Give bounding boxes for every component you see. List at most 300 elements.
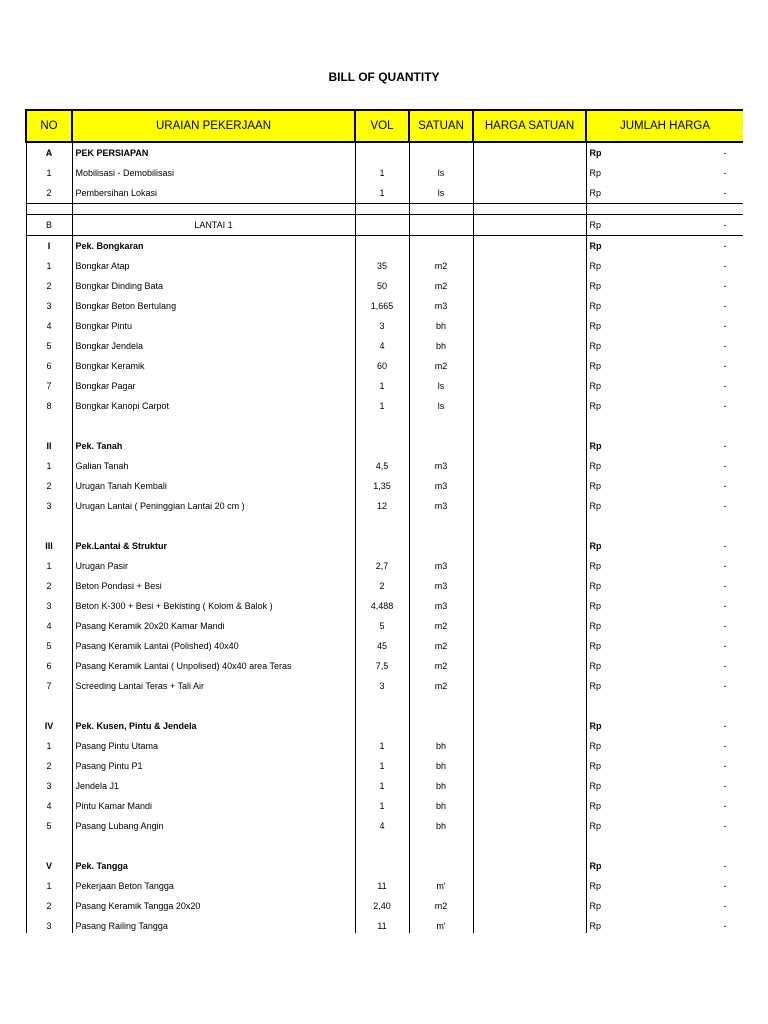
cell-no: 1 [26,876,72,896]
cell-jumlah-harga [586,183,743,204]
cell-jumlah-harga [586,296,743,316]
cell-harga-satuan [473,256,586,276]
boq-table-container [25,109,743,933]
empty-cell [72,836,355,856]
cell-uraian: Bongkar Pintu [72,316,355,336]
jumlah-harga-wrap [590,541,741,551]
jumlah-harga-wrap [590,661,741,671]
amount-value: - [723,168,727,178]
cell-satuan: bh [409,336,473,356]
empty-cell [26,836,72,856]
cell-jumlah-harga [586,356,743,376]
jumlah-harga-wrap [590,641,741,651]
header-no: NO [26,110,72,142]
cell-uraian: Pek. Tangga [72,856,355,876]
cell-jumlah-harga [586,142,743,163]
empty-cell [586,516,743,536]
blank-row [26,836,743,856]
jumlah-harga-wrap [590,901,741,911]
amount-value: - [723,861,727,871]
cell-no: 2 [26,756,72,776]
amount-value: - [723,801,727,811]
cell-vol: 1 [355,756,409,776]
table-row [26,556,743,576]
cell-satuan: m3 [409,596,473,616]
cell-jumlah-harga [586,316,743,336]
amount-value: - [723,781,727,791]
currency-label: Rp [589,341,602,351]
cell-jumlah-harga [586,556,743,576]
cell-harga-satuan [473,436,586,456]
jumlah-harga-wrap [590,261,741,271]
jumlah-harga-wrap [590,241,741,251]
amount-value: - [723,481,727,491]
cell-uraian: Galian Tanah [72,456,355,476]
cell-uraian: Urugan Lantai ( Peninggian Lantai 20 cm ) [72,496,355,516]
empty-cell [26,696,72,716]
jumlah-harga-wrap [590,301,741,311]
section-row [26,215,743,236]
cell-no: 3 [26,496,72,516]
cell-uraian: PEK PERSIAPAN [72,142,355,163]
cell-jumlah-harga [586,396,743,416]
header-jumlah-harga: JUMLAH HARGA [586,110,743,142]
cell-uraian: Pintu Kamar Mandi [72,796,355,816]
cell-jumlah-harga [586,456,743,476]
cell-uraian: Jendela J1 [72,776,355,796]
table-row [26,876,743,896]
cell-harga-satuan [473,376,586,396]
cell-uraian: Bongkar Beton Bertulang [72,296,355,316]
currency-label: Rp [589,401,602,411]
cell-vol [355,536,409,556]
jumlah-harga-wrap [590,601,741,611]
empty-cell [409,416,473,436]
table-row [26,916,743,933]
table-row [26,796,743,816]
cell-satuan [409,436,473,456]
amount-value: - [723,321,727,331]
amount-value: - [723,661,727,671]
table-row [26,183,743,204]
empty-cell [473,696,586,716]
currency-label: Rp [589,241,602,251]
cell-satuan: ls [409,396,473,416]
currency-label: Rp [589,441,602,451]
cell-no: 3 [26,776,72,796]
cell-no: 6 [26,656,72,676]
cell-uraian: LANTAI 1 [72,215,355,236]
table-row [26,376,743,396]
amount-value: - [723,621,727,631]
cell-no: 1 [26,556,72,576]
cell-harga-satuan [473,876,586,896]
empty-cell [355,416,409,436]
cell-jumlah-harga [586,236,743,257]
cell-uraian: Pasang Keramik Tangga 20x20 [72,896,355,916]
currency-label: Rp [589,721,602,731]
table-row [26,576,743,596]
cell-no: 1 [26,456,72,476]
cell-vol [355,142,409,163]
cell-harga-satuan [473,916,586,933]
cell-uraian: Pasang Pintu P1 [72,756,355,776]
cell-satuan: m2 [409,256,473,276]
cell-uraian: Beton K-300 + Besi + Bekisting ( Kolom & Balok ) [72,596,355,616]
section-row [26,716,743,736]
amount-value: - [723,881,727,891]
empty-cell [26,204,72,215]
cell-jumlah-harga [586,496,743,516]
boq-table [25,109,743,933]
amount-value: - [723,541,727,551]
cell-vol: 1 [355,163,409,183]
cell-no: I [26,236,72,257]
table-row [26,656,743,676]
cell-vol: 11 [355,916,409,933]
jumlah-harga-wrap [590,561,741,571]
cell-satuan [409,716,473,736]
cell-satuan [409,236,473,257]
cell-no: 2 [26,896,72,916]
cell-vol: 35 [355,256,409,276]
table-row [26,736,743,756]
currency-label: Rp [589,481,602,491]
cell-jumlah-harga [586,436,743,456]
jumlah-harga-wrap [590,401,741,411]
cell-jumlah-harga [586,576,743,596]
empty-cell [355,836,409,856]
cell-no: 1 [26,163,72,183]
empty-cell [409,696,473,716]
cell-jumlah-harga [586,616,743,636]
currency-label: Rp [589,621,602,631]
cell-harga-satuan [473,676,586,696]
cell-vol: 4 [355,336,409,356]
cell-satuan: ls [409,163,473,183]
table-row [26,816,743,836]
currency-label: Rp [589,381,602,391]
table-row [26,356,743,376]
amount-value: - [723,461,727,471]
table-row [26,336,743,356]
cell-uraian: Bongkar Jendela [72,336,355,356]
cell-uraian: Pekerjaan Beton Tangga [72,876,355,896]
jumlah-harga-wrap [590,721,741,731]
empty-cell [355,516,409,536]
amount-value: - [723,741,727,751]
section-row [26,236,743,257]
empty-cell [26,416,72,436]
cell-harga-satuan [473,856,586,876]
empty-cell [72,516,355,536]
cell-satuan [409,142,473,163]
jumlah-harga-wrap [590,621,741,631]
cell-satuan: ls [409,183,473,204]
cell-harga-satuan [473,736,586,756]
cell-jumlah-harga [586,256,743,276]
cell-satuan: m3 [409,456,473,476]
cell-uraian: Bongkar Dinding Bata [72,276,355,296]
currency-label: Rp [589,781,602,791]
currency-label: Rp [589,220,602,230]
cell-uraian: Pek.Lantai & Struktur [72,536,355,556]
table-row [26,776,743,796]
cell-harga-satuan [473,616,586,636]
table-header-row [26,110,743,142]
currency-label: Rp [589,741,602,751]
table-row [26,596,743,616]
cell-no: 4 [26,316,72,336]
amount-value: - [723,361,727,371]
section-row [26,436,743,456]
jumlah-harga-wrap [590,168,741,178]
cell-uraian: Pasang Keramik 20x20 Kamar Mandi [72,616,355,636]
cell-uraian: Pasang Keramik Lantai ( Unpolised) 40x40 area Teras [72,656,355,676]
cell-vol: 11 [355,876,409,896]
cell-harga-satuan [473,476,586,496]
cell-harga-satuan [473,336,586,356]
amount-value: - [723,188,727,198]
cell-satuan: bh [409,796,473,816]
cell-jumlah-harga [586,276,743,296]
cell-vol: 12 [355,496,409,516]
currency-label: Rp [589,681,602,691]
amount-value: - [723,561,727,571]
cell-no: 2 [26,276,72,296]
jumlah-harga-wrap [590,461,741,471]
cell-vol: 5 [355,616,409,636]
cell-harga-satuan [473,456,586,476]
jumlah-harga-wrap [590,481,741,491]
cell-uraian: Pek. Kusen, Pintu & Jendela [72,716,355,736]
cell-vol: 1 [355,736,409,756]
cell-no: 1 [26,736,72,756]
jumlah-harga-wrap [590,441,741,451]
currency-label: Rp [589,461,602,471]
empty-cell [26,516,72,536]
currency-label: Rp [589,881,602,891]
table-row [26,256,743,276]
currency-label: Rp [589,541,602,551]
cell-no: B [26,215,72,236]
cell-vol [355,436,409,456]
section-row [26,856,743,876]
currency-label: Rp [589,561,602,571]
cell-satuan: m3 [409,296,473,316]
amount-value: - [723,148,727,158]
currency-label: Rp [589,261,602,271]
cell-jumlah-harga [586,215,743,236]
cell-harga-satuan [473,896,586,916]
cell-satuan: m3 [409,556,473,576]
cell-jumlah-harga [586,163,743,183]
currency-label: Rp [589,281,602,291]
amount-value: - [723,901,727,911]
cell-no: 3 [26,916,72,933]
cell-uraian: Pek. Bongkaran [72,236,355,257]
cell-satuan [409,536,473,556]
jumlah-harga-wrap [590,281,741,291]
cell-satuan: m' [409,916,473,933]
cell-jumlah-harga [586,596,743,616]
currency-label: Rp [589,188,602,198]
cell-jumlah-harga [586,716,743,736]
cell-uraian: Pek. Tanah [72,436,355,456]
cell-vol: 3 [355,316,409,336]
cell-vol: 60 [355,356,409,376]
jumlah-harga-wrap [590,381,741,391]
empty-cell [355,204,409,215]
jumlah-harga-wrap [590,341,741,351]
cell-harga-satuan [473,183,586,204]
cell-harga-satuan [473,236,586,257]
cell-harga-satuan [473,596,586,616]
cell-satuan: m2 [409,356,473,376]
cell-harga-satuan [473,215,586,236]
cell-uraian: Urugan Tanah Kembali [72,476,355,496]
currency-label: Rp [589,861,602,871]
amount-value: - [723,581,727,591]
currency-label: Rp [589,641,602,651]
jumlah-harga-wrap [590,761,741,771]
cell-uraian: Screeding Lantai Teras + Tali Air [72,676,355,696]
currency-label: Rp [589,801,602,811]
blank-row [26,416,743,436]
cell-harga-satuan [473,142,586,163]
cell-no: IV [26,716,72,736]
cell-harga-satuan [473,276,586,296]
cell-vol [355,236,409,257]
amount-value: - [723,241,727,251]
cell-jumlah-harga [586,376,743,396]
header-uraian: URAIAN PEKERJAAN [72,110,355,142]
cell-uraian: Urugan Pasir [72,556,355,576]
table-row [26,396,743,416]
currency-label: Rp [589,821,602,831]
jumlah-harga-wrap [590,148,741,158]
table-body [26,142,743,933]
empty-cell [72,416,355,436]
cell-harga-satuan [473,776,586,796]
table-row [26,476,743,496]
amount-value: - [723,441,727,451]
currency-label: Rp [589,361,602,371]
empty-cell [72,696,355,716]
cell-vol [355,856,409,876]
cell-satuan: m2 [409,896,473,916]
amount-value: - [723,301,727,311]
currency-label: Rp [589,321,602,331]
cell-uraian: Mobilisasi - Demobilisasi [72,163,355,183]
cell-uraian: Pasang Railing Tangga [72,916,355,933]
cell-satuan: m2 [409,616,473,636]
cell-no: 5 [26,336,72,356]
amount-value: - [723,401,727,411]
cell-vol [355,215,409,236]
cell-satuan [409,856,473,876]
cell-vol: 4,488 [355,596,409,616]
header-satuan: SATUAN [409,110,473,142]
amount-value: - [723,220,727,230]
cell-no: 4 [26,796,72,816]
cell-vol: 4 [355,816,409,836]
cell-vol: 1 [355,396,409,416]
amount-value: - [723,601,727,611]
table-row [26,636,743,656]
cell-uraian: Pasang Keramik Lantai (Polished) 40x40 [72,636,355,656]
jumlah-harga-wrap [590,501,741,511]
cell-vol: 2,40 [355,896,409,916]
cell-harga-satuan [473,163,586,183]
cell-jumlah-harga [586,796,743,816]
amount-value: - [723,721,727,731]
cell-satuan: m2 [409,276,473,296]
cell-vol: 2,7 [355,556,409,576]
cell-no: III [26,536,72,556]
currency-label: Rp [589,901,602,911]
empty-cell [586,416,743,436]
blank-row [26,696,743,716]
empty-cell [409,204,473,215]
cell-harga-satuan [473,576,586,596]
cell-harga-satuan [473,396,586,416]
cell-jumlah-harga [586,876,743,896]
cell-harga-satuan [473,716,586,736]
empty-cell [473,416,586,436]
jumlah-harga-wrap [590,361,741,371]
cell-uraian: Bongkar Atap [72,256,355,276]
currency-label: Rp [589,148,602,158]
amount-value: - [723,821,727,831]
jumlah-harga-wrap [590,220,741,230]
cell-jumlah-harga [586,636,743,656]
jumlah-harga-wrap [590,581,741,591]
jumlah-harga-wrap [590,821,741,831]
empty-cell [473,836,586,856]
table-row [26,896,743,916]
table-row [26,276,743,296]
cell-vol: 1,35 [355,476,409,496]
cell-no: 4 [26,616,72,636]
cell-no: 1 [26,256,72,276]
cell-uraian: Beton Pondasi + Besi [72,576,355,596]
cell-vol: 45 [355,636,409,656]
cell-jumlah-harga [586,536,743,556]
currency-label: Rp [589,168,602,178]
jumlah-harga-wrap [590,781,741,791]
cell-satuan [409,215,473,236]
currency-label: Rp [589,581,602,591]
cell-uraian: Bongkar Keramik [72,356,355,376]
cell-harga-satuan [473,536,586,556]
jumlah-harga-wrap [590,881,741,891]
cell-no: V [26,856,72,876]
cell-vol [355,716,409,736]
amount-value: - [723,261,727,271]
cell-jumlah-harga [586,816,743,836]
empty-cell [473,516,586,536]
cell-jumlah-harga [586,676,743,696]
section-row [26,536,743,556]
spacer-row [26,204,743,215]
cell-no: 2 [26,576,72,596]
empty-cell [72,204,355,215]
cell-satuan: m2 [409,636,473,656]
cell-uraian: Pasang Lubang Angin [72,816,355,836]
cell-satuan: m2 [409,676,473,696]
cell-jumlah-harga [586,776,743,796]
